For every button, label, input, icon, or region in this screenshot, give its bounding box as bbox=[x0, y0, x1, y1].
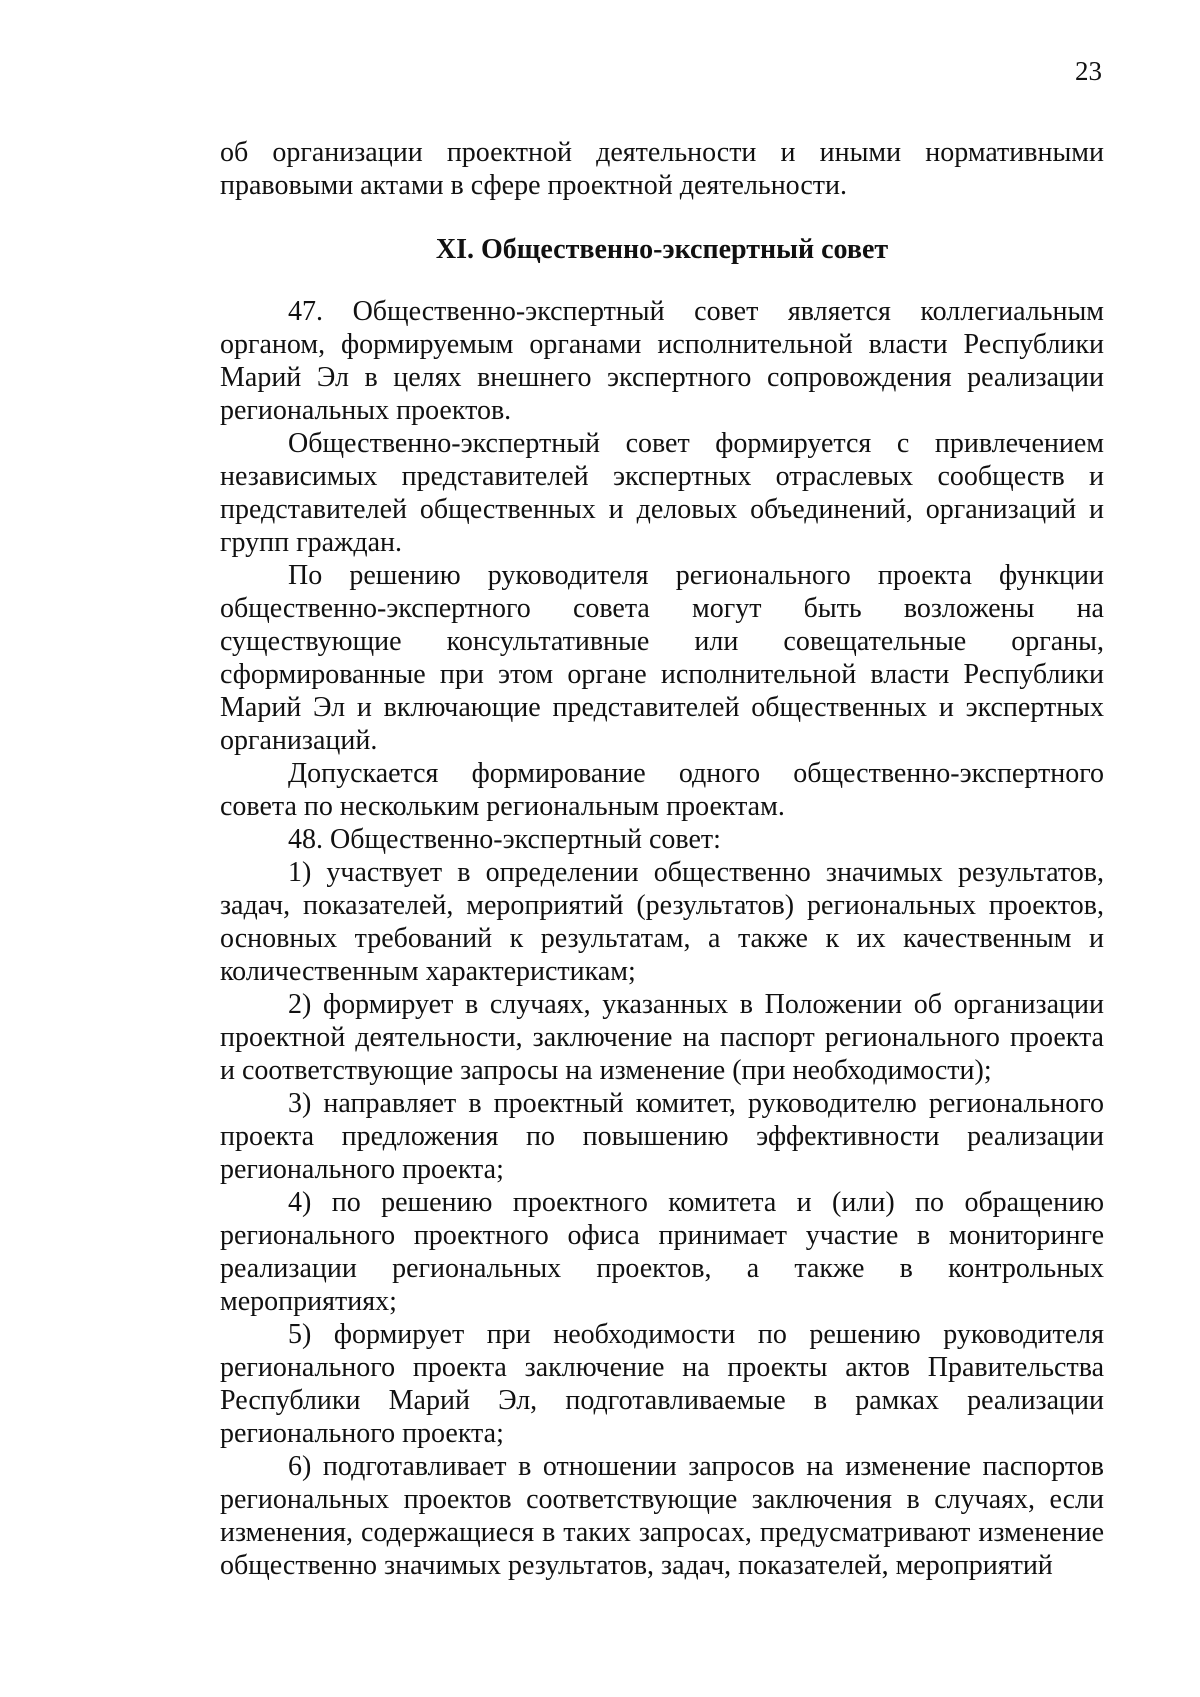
list-item-1: 1) участвует в определении общественно значимых результатов, задач, показателей, мероприятий (результатов) региональных проектов, основных требований к результатам, а также к их качественным и количественным характеристикам; bbox=[220, 857, 1104, 987]
list-item-3: 3) направляет в проектный комитет, руководителю регионального проекта предложения по повышению эффективности реализации регионального проекта; bbox=[220, 1088, 1104, 1185]
list-item-4: 4) по решению проектного комитета и (или) по обращению регионального проектного офиса принимает участие в мониторинге реализации региональных проектов, а также в контрольных мероприятиях; bbox=[220, 1187, 1104, 1317]
paragraph-48: 48. Общественно-экспертный совет: bbox=[288, 824, 721, 855]
paragraph-47: 47. Общественно-экспертный совет является коллегиальным органом, формируемым органами исполнительной власти Республики Марий Эл в целях внешнего экспертного сопровождения реализации региональных проектов. bbox=[220, 296, 1104, 426]
list-item-2: 2) формирует в случаях, указанных в Положении об организации проектной деятельности, заключение на паспорт регионального проекта и соответствующие запросы на изменение (при необходимости); bbox=[220, 989, 1104, 1086]
intro-paragraph: об организации проектной деятельности и иными нормативными правовыми актами в сфере проектной деятельности. bbox=[220, 137, 1104, 201]
paragraph-single-council: Допускается формирование одного общественно-экспертного совета по нескольким региональным проектам. bbox=[220, 758, 1104, 822]
page-number: 23 bbox=[1075, 56, 1102, 86]
list-item-5: 5) формирует при необходимости по решению руководителя регионального проекта заключение на проекты актов Правительства Республики Марий Эл, подготавливаемые в рамках реализации регионального проекта; bbox=[220, 1319, 1104, 1449]
paragraph-council-composition: Общественно-экспертный совет формируется с привлечением независимых представителей экспертных отраслевых сообществ и представителей общественных и деловых объединений, организаций и групп граждан. bbox=[220, 428, 1104, 558]
section-title: XI. Общественно-экспертный совет bbox=[435, 234, 889, 265]
list-item-6: 6) подготавливает в отношении запросов на изменение паспортов региональных проектов соответствующие заключения в случаях, если изменения, содержащиеся в таких запросах, предусматривают изменение общественно значимых результатов, задач, показателей, мероприятий bbox=[220, 1451, 1104, 1581]
document-body bbox=[220, 136, 1104, 1582]
paragraph-council-functions-delegation: По решению руководителя регионального проекта функции общественно-экспертного совета могут быть возложены на существующие консультативные или совещательные органы, сформированные при этом органе исполнительной власти Республики Марий Эл и включающие представителей общественных и экспертных организаций. bbox=[220, 560, 1104, 756]
